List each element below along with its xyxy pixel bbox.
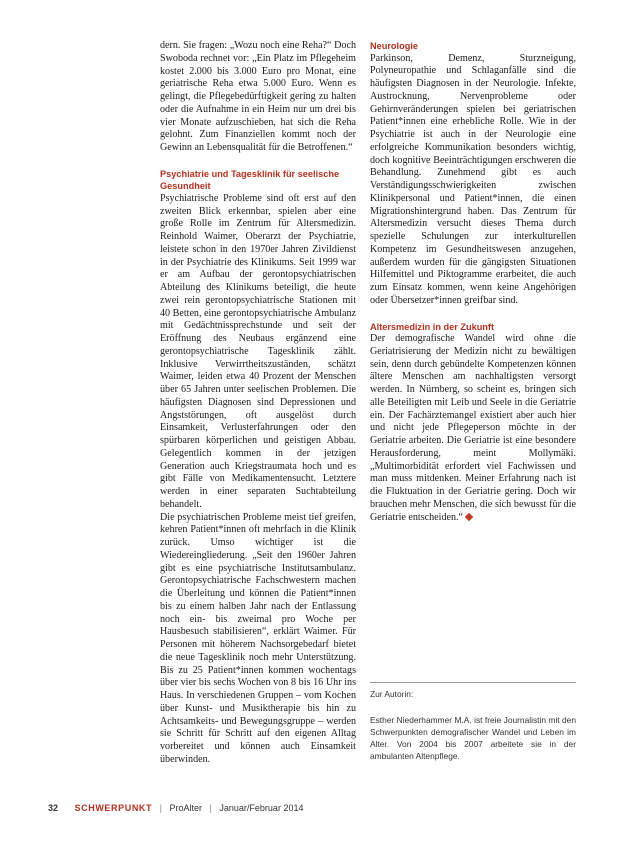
footer-magazine-name: ProAlter xyxy=(169,803,203,813)
author-box-title: Zur Autorin: xyxy=(370,689,414,699)
end-of-article-square-icon xyxy=(465,513,473,521)
footer-section-name: SCHWERPUNKT xyxy=(74,803,153,813)
page-footer xyxy=(48,803,303,813)
section-heading-psychiatry: Psychiatrie und Tagesklinik für seelische Gesundheit xyxy=(160,168,340,192)
paragraph-spacer xyxy=(160,155,356,168)
paragraph-spacer xyxy=(370,308,576,321)
footer-separator: | xyxy=(209,803,212,813)
section-heading-neurology: Neurologie xyxy=(370,41,418,51)
body-paragraph-closing xyxy=(370,333,576,524)
footer-separator: | xyxy=(159,803,162,813)
closing-text: Der demografische Wandel wird ohne die Geriatrisierung der Medizin nicht zu bewältigen sein, denn durch gebündelte Kompetenzen können ältere Menschen am nachhaltigsten versorgt werden. In Nürnberg, so scheint es, bringen sich alle Beteiligten mit Leib und Seele in die Geriatrie ein. Der Fachärztemangel existiert aber auch hier und nicht jede Pflegeperson möchte in der Geriatrie arbeiten. Die Geriatrie ist eine besondere Herausforderung, meint Mollymäki. „Multimorbidität erfordert viel Fachwissen und man muss mitdenken. Meiner Erfahrung nach ist die Fluktuation in der Geriatrie gering. Doch wir brauchen mehr Menschen, die sich bewusst für die Geriatrie entscheiden.“ xyxy=(370,333,576,523)
author-box xyxy=(370,688,576,762)
page-number: 32 xyxy=(48,803,59,813)
section-heading-future: Altersmedizin in der Zukunft xyxy=(370,321,495,332)
footer-issue: Januar/Februar 2014 xyxy=(219,803,304,813)
author-box-text: Esther Niederhammer M.A. ist freie Journalistin mit den Schwerpunkten demografischer Wandel und Leben im Alter. Von 2004 bis 2007 arbeitete sie in der ambulanten Altenpflege. xyxy=(370,715,576,761)
body-paragraph: Parkinson, Demenz, Sturzneigung, Polyneuropathie und Schlaganfälle sind die häufigsten Diagnosen in der Neurologie. Infekte, Austrocknung, Nervenprobleme oder Gehirnveränderungen spielen bei geriatrischen Patient*innen eine erhebliche Rolle. Wie in der Psychiatrie ist auch in der Neurologie eine erfolgreiche Kommunikation besonders wichtig, doch kognitive Beeinträchtigungen erschweren die Behandlung. Zunehmend gibt es auch Verständigungsschwierigkeiten zwischen Klinikpersonal und Patient*innen, die einen Migrationshintergrund haben. Das Zentrum für Altersmedizin versucht dieses Thema durch spezielle Schulungen zur interkulturellen Kompetenz im Gesundheitswesen anzugehen, außerdem wurden für die gängigsten Situationen Hilfemittel und Piktogramme erarbeitet, die auch zum Einsatz kommen, wenn keine Angehörigen oder Übersetzer*innen greifbar sind. xyxy=(370,52,576,306)
body-paragraph: Psychiatrische Probleme sind oft erst auf den zweiten Blick erkennbar, spielen aber eine große Rolle im Zentrum für Altersmedizin. Reinhold Waimer, Oberarzt der Psychiatrie, leistete schon in den 1970er Jahren Zivildienst in der Psychiatrie des Klinikums. Seit 1999 war er am Aufbau der gerontopsychiatrischen Abteilung des Klinikums beteiligt, die heute zwei rein gerontopsychiatrische Stationen mit 40 Betten, eine gerontopsychiatrische Ambulanz mit Gedächtnissprechstunde und seit der Eröffnung des Neubaus ergänzend eine gerontopsychiatrische Tagesklinik zählt. Inklusive Verwirrtheitszuständen, schätzt Waimer, leiden etwa 40 Prozent der Menschen über 65 Jahren unter seelischen Problemen. Die häufigsten Diagnosen sind Depressionen und Angststörungen, oft ausgelöst durch Einsamkeit, Verlusterfahrungen oder den spürbaren körperlichen und geistigen Abbau. Gelegentlich kommen in der jetzigen Generation auch Kriegstraumata hoch und es gibt Fälle von Medikamentensucht. Letztere werden in einer separaten Suchtabteilung behandelt. xyxy=(160,192,356,510)
right-text-column xyxy=(370,40,576,524)
body-paragraph: dern. Sie fragen: „Wozu noch eine Reha?“ Doch Swoboda rechnet vor: „Ein Platz im Pflegeheim kostet 2.000 bis 3.000 Euro pro Monat, eine geriatrische Reha etwa 5.000 Euro. Wenn es gelingt, die Pflegebedürftigkeit gering zu halten oder die Aufnahme in ein Heim nur um drei bis vier Monate aufzuschieben, hat sich die Reha gelohnt. Zum Finanziellen kommt noch der Gewinn an Lebensqualität für die Betroffenen.“ xyxy=(160,40,356,153)
left-text-column xyxy=(160,40,356,767)
author-box-divider xyxy=(370,682,576,683)
body-paragraph: Die psychiatrischen Probleme meist tief greifen, kehren Patient*innen oft mehrfach in die Klinik zurück. Umso wichtiger ist die Wiedereingliederung. „Seit den 1960er Jahren gibt es eine psychiatrische Institutsambulanz. Gerontopsychiatrische Fachschwestern machen die Überleitung und können die Patient*innen bis zu einem halben Jahr nach der Entlassung noch ein- bis zweimal pro Woche per Hausbesuch stabilisieren“, erklärt Waimer. Für Personen mit höherem Nachsorgebedarf bietet die neue Tagesklinik noch mehr Unterstützung. Bis zu 25 Patient*innen kommen wochentags über vier bis sechs Wochen von 8 bis 16 Uhr ins Haus. In verschiedenen Gruppen – vom Kochen über Kunst- und Musiktherapie bis hin zu Achtsamkeits- und Bewegungsgruppe – werden sie Schritt für Schritt auf den eigenen Alltag vorbereitet und können auch Einsamkeit überwinden. xyxy=(160,511,356,765)
